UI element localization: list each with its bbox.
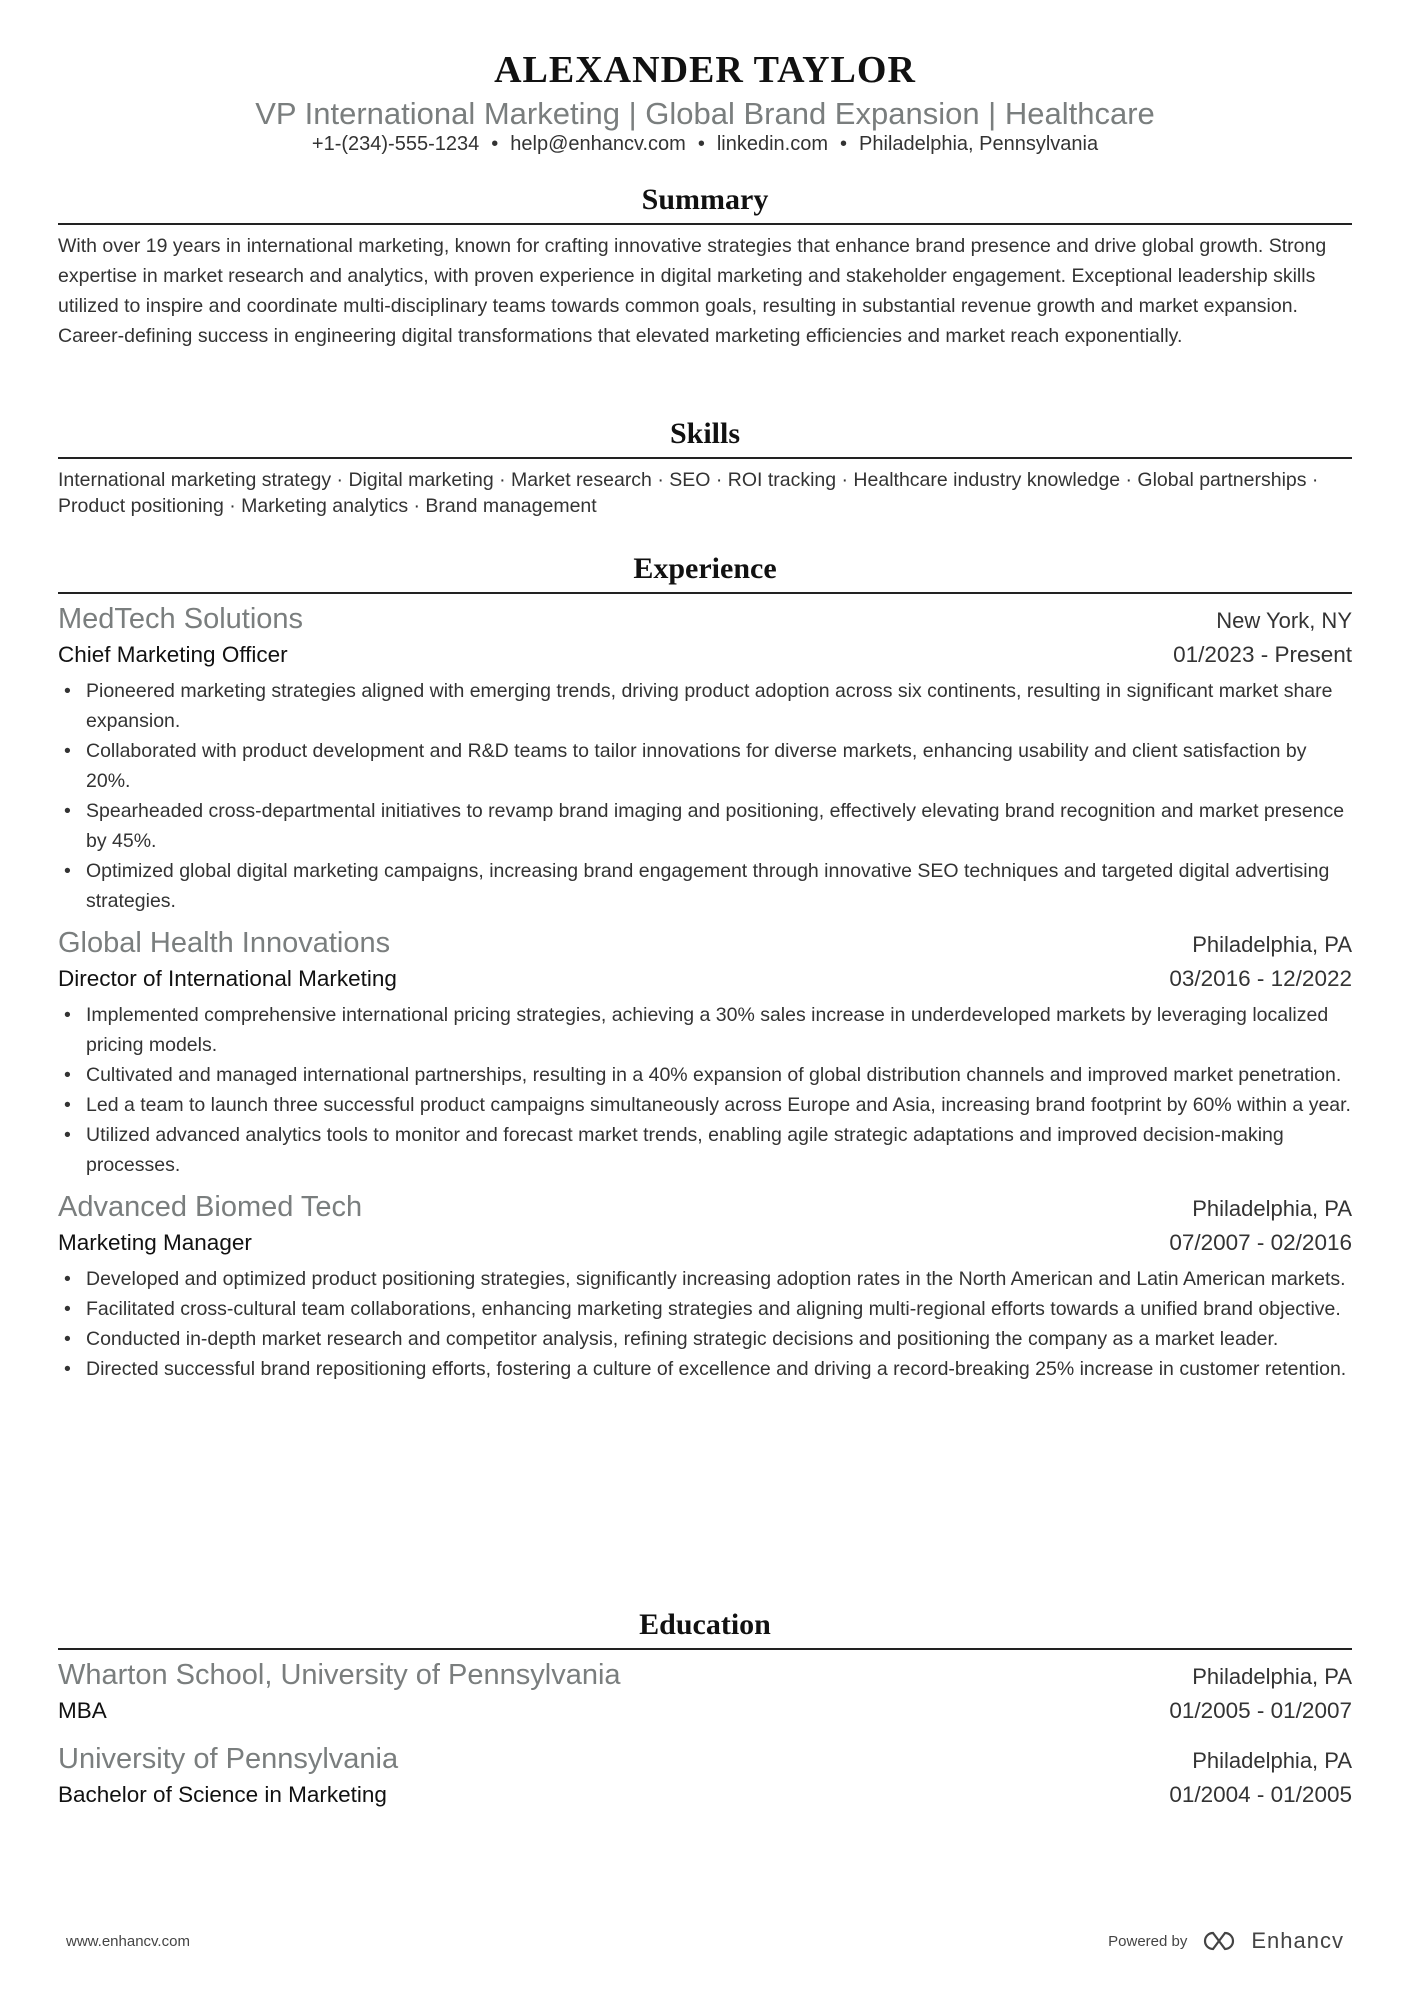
school-name: Wharton School, University of Pennsylvania xyxy=(58,1659,621,1691)
job-title: Marketing Manager xyxy=(58,1230,252,1255)
phone: +1-(234)-555-1234 xyxy=(311,133,480,155)
degree: Bachelor of Science in Marketing xyxy=(58,1782,387,1807)
education-dates: 01/2004 - 01/2005 xyxy=(1169,1782,1352,1807)
company-name: Advanced Biomed Tech xyxy=(58,1191,363,1223)
separator: • xyxy=(697,133,705,155)
powered-by-label: Powered by xyxy=(1108,1932,1188,1950)
separator: • xyxy=(840,133,848,155)
job-bullets xyxy=(58,1264,1352,1384)
job-entry xyxy=(58,600,1352,916)
school-name: University of Pennsylvania xyxy=(58,1743,399,1775)
linkedin-link[interactable]: linkedin.com xyxy=(716,133,829,155)
section-title: Skills xyxy=(669,417,741,450)
powered-by xyxy=(1108,1928,1344,1954)
contact-info xyxy=(58,133,1352,156)
summary-section xyxy=(58,181,1352,351)
divider xyxy=(58,1648,1352,1650)
bullet-item: • Collaborated with product development and R&D teams to tailor innovations for diverse markets, enhancing usability and client satisfaction by 20%. xyxy=(58,736,1352,796)
bullet-item: • Pioneered marketing strategies aligned with emerging trends, driving product adoption across six continents, resulting in significant market share expansion. xyxy=(58,676,1352,736)
candidate-name: ALEXANDER TAYLOR xyxy=(494,49,916,91)
job-title: Chief Marketing Officer xyxy=(58,642,288,667)
education-dates: 01/2005 - 01/2007 xyxy=(1169,1698,1352,1723)
company-name: MedTech Solutions xyxy=(58,603,304,635)
separator: • xyxy=(491,133,499,155)
skills-section xyxy=(58,415,1352,519)
summary-text: With over 19 years in international marketing, known for crafting innovative strategies that enhance brand presence and drive global growth. Strong expertise in market research and analytics, with proven experience in digital marketing and stakeholder engagement. Exceptional leadership skills utilized to inspire and coordinate multi-disciplinary teams towards common goals, resulting in substantial revenue growth and market expansion. Career-defining success in engineering digital transformations that elevated marketing efficiencies and market reach exponentially. xyxy=(58,235,1327,347)
bullet-item: • Developed and optimized product positioning strategies, significantly increasing adoption rates in the North American and Latin American markets. xyxy=(58,1264,1352,1294)
bullet-item: • Optimized global digital marketing campaigns, increasing brand engagement through innovative SEO techniques and targeted digital advertising strategies. xyxy=(58,856,1352,916)
education-entry xyxy=(58,1740,1352,1812)
bullet-item: • Facilitated cross-cultural team collaborations, enhancing marketing strategies and aligning multi-regional efforts towards a unified brand objective. xyxy=(58,1294,1352,1324)
website-link[interactable]: www.enhancv.com xyxy=(66,1932,190,1950)
email-link[interactable]: help@enhancv.com xyxy=(510,133,686,155)
bullet-item: • Conducted in-depth market research and competitor analysis, refining strategic decisions and positioning the company as a market leader. xyxy=(58,1324,1352,1354)
job-entry xyxy=(58,1188,1352,1384)
job-location: Philadelphia, PA xyxy=(1192,1196,1352,1221)
divider xyxy=(58,223,1352,225)
school-location: Philadelphia, PA xyxy=(1192,1748,1352,1773)
bullet-item: • Cultivated and managed international partnerships, resulting in a 40% expansion of global distribution channels and improved market penetration. xyxy=(58,1060,1352,1090)
bullet-item: • Utilized advanced analytics tools to monitor and forecast market trends, enabling agile strategic adaptations and improved decision-making processes. xyxy=(58,1120,1352,1180)
candidate-headline: VP International Marketing | Global Brand Expansion | Healthcare xyxy=(255,96,1155,131)
experience-section xyxy=(58,550,1352,1384)
skills-list: International marketing strategy · Digital marketing · Market research · SEO · ROI tracking · Healthcare industry knowledge · Global partnerships · Product positioning · Marketing analytics · Brand management xyxy=(58,469,1319,517)
enhancv-logo-icon xyxy=(1199,1929,1239,1953)
bullet-item: • Spearheaded cross-departmental initiatives to revamp brand imaging and positioning, effectively elevating brand recognition and market presence by 45%. xyxy=(58,796,1352,856)
divider xyxy=(58,457,1352,459)
divider xyxy=(58,592,1352,594)
job-bullets xyxy=(58,1000,1352,1180)
section-title: Experience xyxy=(633,552,777,585)
job-entry xyxy=(58,924,1352,1180)
footer xyxy=(66,1928,1344,1954)
job-title: Director of International Marketing xyxy=(58,966,397,991)
job-bullets xyxy=(58,676,1352,916)
location: Philadelphia, Pennsylvania xyxy=(859,133,1099,155)
education-entry xyxy=(58,1656,1352,1728)
job-location: New York, NY xyxy=(1216,608,1352,633)
company-name: Global Health Innovations xyxy=(58,927,391,959)
bullet-item: • Led a team to launch three successful product campaigns simultaneously across Europe and Asia, increasing brand footprint by 60% within a year. xyxy=(58,1090,1352,1120)
job-dates: 07/2007 - 02/2016 xyxy=(1169,1230,1352,1255)
job-location: Philadelphia, PA xyxy=(1192,932,1352,957)
education-section xyxy=(58,1606,1352,1812)
job-dates: 01/2023 - Present xyxy=(1173,642,1352,667)
job-dates: 03/2016 - 12/2022 xyxy=(1169,966,1352,991)
bullet-item: • Directed successful brand repositioning efforts, fostering a culture of excellence and driving a record-breaking 25% increase in customer retention. xyxy=(58,1354,1352,1384)
bullet-item: • Implemented comprehensive international pricing strategies, achieving a 30% sales increase in underdeveloped markets by leveraging localized pricing models. xyxy=(58,1000,1352,1060)
brand-name: Enhancv xyxy=(1251,1928,1344,1953)
school-location: Philadelphia, PA xyxy=(1192,1664,1352,1689)
degree: MBA xyxy=(58,1698,107,1723)
section-title: Education xyxy=(639,1608,771,1641)
section-title: Summary xyxy=(641,183,769,216)
